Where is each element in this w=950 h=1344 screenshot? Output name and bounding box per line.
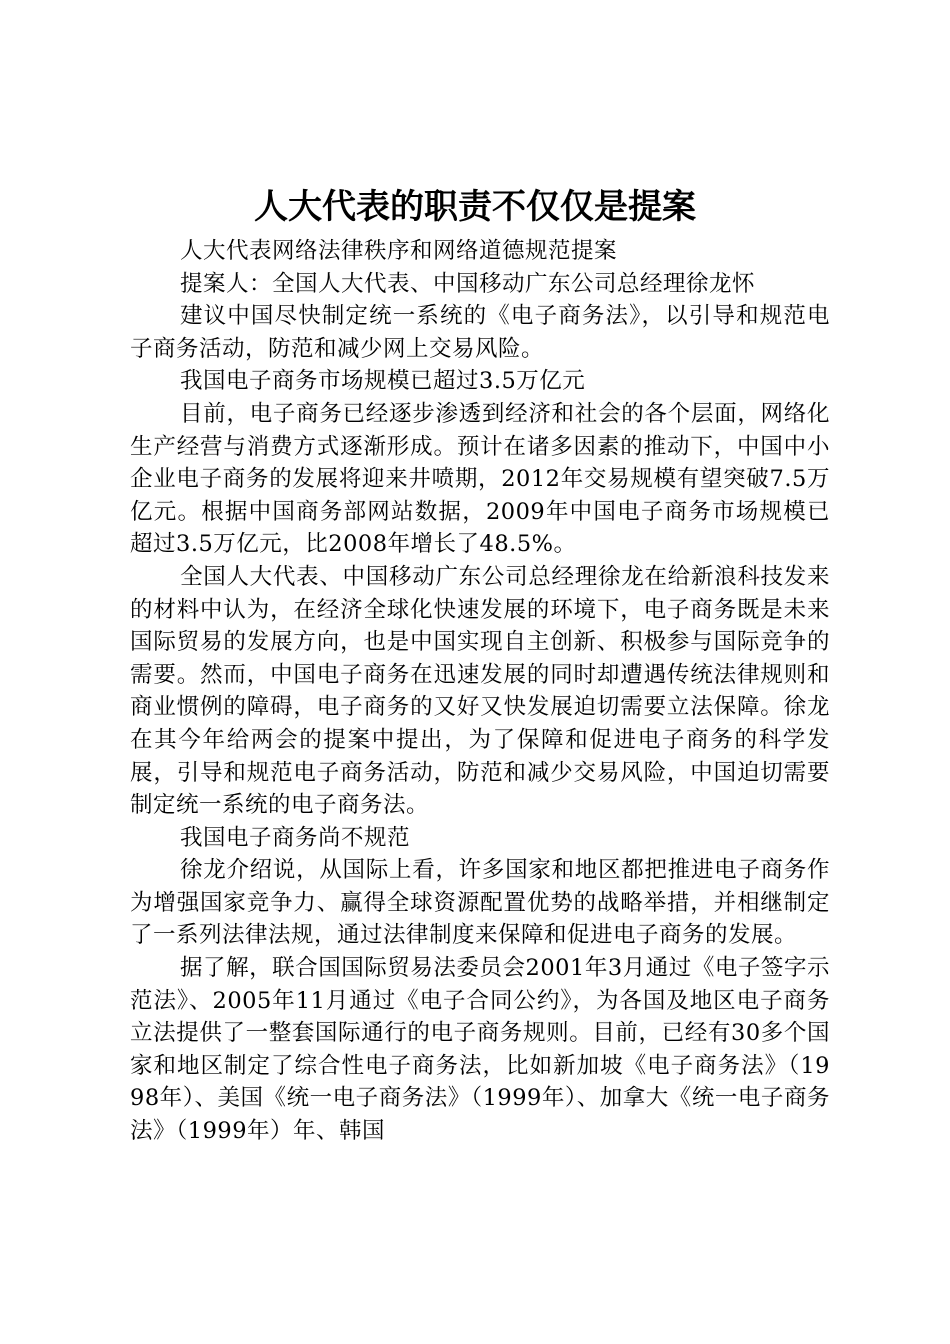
summary-paragraph: 建议中国尽快制定统一系统的《电子商务法》，以引导和规范电子商务活动，防范和减少网上交易风险。 [130,303,830,362]
proposer-paragraph: 提案人：全国人大代表、中国移动广东公司总经理徐龙怀 [180,270,756,297]
section-heading-market-size: 我国电子商务市场规模已超过3.5万亿元 [180,368,586,395]
market-size-paragraph: 目前，电子商务已经逐步渗透到经济和社会的各个层面，网络化生产经营与消费方式逐渐形成。预计在诸多因素的推动下，中国中小企业电子商务的发展将迎来井喷期，2012年交易规模有望突破7.5万亿元。根据中国商务部网站数据，2009年中国电子商务市场规模已超过3.5万亿元，比2008年增长了48.5%。 [130,400,830,558]
international-context-paragraph: 徐龙介绍说，从国际上看，许多国家和地区都把推进电子商务作为增强国家竞争力、赢得全球资源配置优势的战略举措，并相继制定了一系列法律法规，通过法律制度来保障和促进电子商务的发展。 [130,857,830,949]
subtitle-paragraph: 人大代表网络法律秩序和网络道德规范提案 [180,238,618,264]
section-heading-not-regulated: 我国电子商务尚不规范 [180,824,411,851]
document-title: 人大代表的职责不仅仅是提案 [254,187,696,227]
international-laws-paragraph: 据了解，联合国国际贸易法委员会2001年3月通过《电子签字示范法》、2005年11月通过《电子合同公约》，为各国及地区电子商务立法提供了一整套国际通行的电子商务规则。目前，已经有30多个国家和地区制定了综合性电子商务法，比如新加坡《电子商务法》（1998年）、美国《统一电子商务法》（1999年）、加拿大《统一电子商务法》（1999年）年、韩国 [130,955,830,1145]
document-body [130,235,830,1148]
legislation-need-paragraph: 全国人大代表、中国移动广东公司总经理徐龙在给新浪科技发来的材料中认为，在经济全球化快速发展的环境下，电子商务既是未来国际贸易的发展方向，也是中国实现自主创新、积极参与国际竞争的需要。然而，中国电子商务在迅速发展的同时却遭遇传统法律规则和商业惯例的障碍，电子商务的又好又快发展迫切需要立法保障。徐龙在其今年给两会的提案中提出，为了保障和促进电子商务的科学发展，引导和规范电子商务活动，防范和减少交易风险，中国迫切需要制定统一系统的电子商务法。 [130,563,830,819]
